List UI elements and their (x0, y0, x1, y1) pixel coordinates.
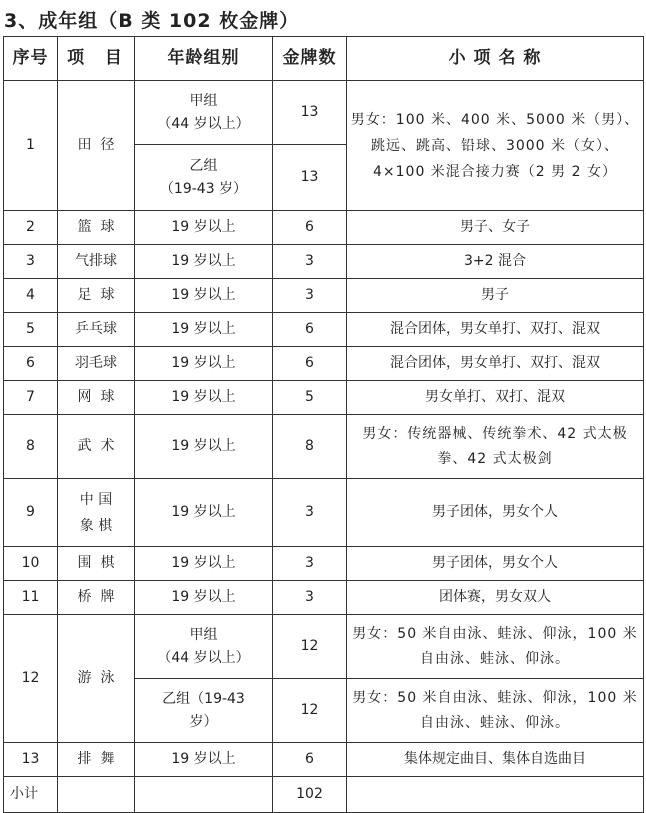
event-list: 团体赛，男女双人 (347, 581, 644, 615)
table-row (4, 81, 644, 145)
row-number: 1 (4, 81, 58, 211)
medal-count: 12 (273, 679, 347, 743)
table-row (4, 547, 644, 581)
event-list: 男子团体，男女个人 (347, 479, 644, 547)
header-row (4, 37, 644, 81)
event-list: 集体规定曲目、集体自选曲目 (347, 743, 644, 777)
table-row (4, 615, 644, 679)
row-number: 6 (4, 347, 58, 381)
table-row (4, 581, 644, 615)
age-group: 19 岁以上 (135, 415, 273, 479)
medal-count: 3 (273, 547, 347, 581)
header-events: 小 项 名 称 (347, 37, 644, 81)
row-number: 7 (4, 381, 58, 415)
sport-name: 围 棋 (58, 547, 135, 581)
sport-name: 乒乓球 (58, 313, 135, 347)
event-list: 3+2 混合 (347, 245, 644, 279)
medal-count: 6 (273, 211, 347, 245)
table-row (4, 211, 644, 245)
event-list: 男女：传统器械、传统拳术、42 式太极拳、42 式太极剑 (347, 415, 644, 479)
table-row (4, 347, 644, 381)
medal-count: 3 (273, 581, 347, 615)
medal-count: 13 (273, 81, 347, 145)
event-list: 男子团体，男女个人 (347, 547, 644, 581)
age-group: 乙组 （19-43 岁） (135, 145, 273, 211)
table-row (4, 415, 644, 479)
table-row (4, 279, 644, 313)
table-row (4, 743, 644, 777)
sport-name: 网 球 (58, 381, 135, 415)
event-list: 男女单打、双打、混双 (347, 381, 644, 415)
row-number: 2 (4, 211, 58, 245)
subtotal-row (4, 777, 644, 813)
event-list: 男子 (347, 279, 644, 313)
age-group: 甲组 （44 岁以上） (135, 615, 273, 679)
table-title: 3、成年组（B 类 102 枚金牌） (4, 10, 300, 32)
empty-cell (58, 777, 135, 813)
medal-count: 12 (273, 615, 347, 679)
total-medals: 102 (273, 777, 347, 813)
sport-name: 武 术 (58, 415, 135, 479)
empty-cell (347, 777, 644, 813)
sport-name: 羽毛球 (58, 347, 135, 381)
medal-count: 3 (273, 279, 347, 313)
event-list: 男女：50 米自由泳、蛙泳、仰泳，100 米自由泳、蛙泳、仰泳。 (347, 615, 644, 679)
row-number: 13 (4, 743, 58, 777)
age-group: 19 岁以上 (135, 211, 273, 245)
medal-table (3, 36, 644, 813)
age-group: 19 岁以上 (135, 479, 273, 547)
medal-count: 5 (273, 381, 347, 415)
event-list: 男女：100 米、400 米、5000 米（男）、跳远、跳高、铅球、3000 米（女）、4×100 米混合接力赛（2 男 2 女） (347, 81, 644, 211)
event-list: 混合团体，男女单打、双打、混双 (347, 313, 644, 347)
event-list: 男女：50 米自由泳、蛙泳、仰泳，100 米自由泳、蛙泳、仰泳。 (347, 679, 644, 743)
medal-count: 8 (273, 415, 347, 479)
medal-count: 13 (273, 145, 347, 211)
age-group: 19 岁以上 (135, 547, 273, 581)
row-number: 8 (4, 415, 58, 479)
table-row (4, 313, 644, 347)
table-row (4, 381, 644, 415)
empty-cell (135, 777, 273, 813)
age-group: 19 岁以上 (135, 381, 273, 415)
medal-count: 3 (273, 479, 347, 547)
age-group: 甲组 （44 岁以上） (135, 81, 273, 145)
sport-name: 游 泳 (58, 615, 135, 743)
age-group: 19 岁以上 (135, 279, 273, 313)
age-group: 19 岁以上 (135, 313, 273, 347)
age-group: 19 岁以上 (135, 581, 273, 615)
sport-name: 排 舞 (58, 743, 135, 777)
age-group: 19 岁以上 (135, 245, 273, 279)
table-row (4, 479, 644, 547)
event-list: 混合团体，男女单打、双打、混双 (347, 347, 644, 381)
sport-name: 篮 球 (58, 211, 135, 245)
sport-name: 田 径 (58, 81, 135, 211)
header-age-group: 年龄组别 (135, 37, 273, 81)
sport-name: 中 国 象 棋 (58, 479, 135, 547)
table-row (4, 245, 644, 279)
subtotal-label: 小计 (4, 777, 58, 813)
sport-name: 桥 牌 (58, 581, 135, 615)
row-number: 9 (4, 479, 58, 547)
age-group: 19 岁以上 (135, 347, 273, 381)
medal-count: 6 (273, 313, 347, 347)
header-medals: 金牌数 (273, 37, 347, 81)
sport-name: 气排球 (58, 245, 135, 279)
event-list: 男子、女子 (347, 211, 644, 245)
row-number: 5 (4, 313, 58, 347)
row-number: 12 (4, 615, 58, 743)
sport-name: 足 球 (58, 279, 135, 313)
row-number: 4 (4, 279, 58, 313)
medal-count: 6 (273, 743, 347, 777)
row-number: 10 (4, 547, 58, 581)
row-number: 3 (4, 245, 58, 279)
age-group: 19 岁以上 (135, 743, 273, 777)
medal-count: 6 (273, 347, 347, 381)
medal-count: 3 (273, 245, 347, 279)
row-number: 11 (4, 581, 58, 615)
header-sport: 项 目 (58, 37, 135, 81)
age-group: 乙组（19-43 岁） (135, 679, 273, 743)
header-number: 序号 (4, 37, 58, 81)
